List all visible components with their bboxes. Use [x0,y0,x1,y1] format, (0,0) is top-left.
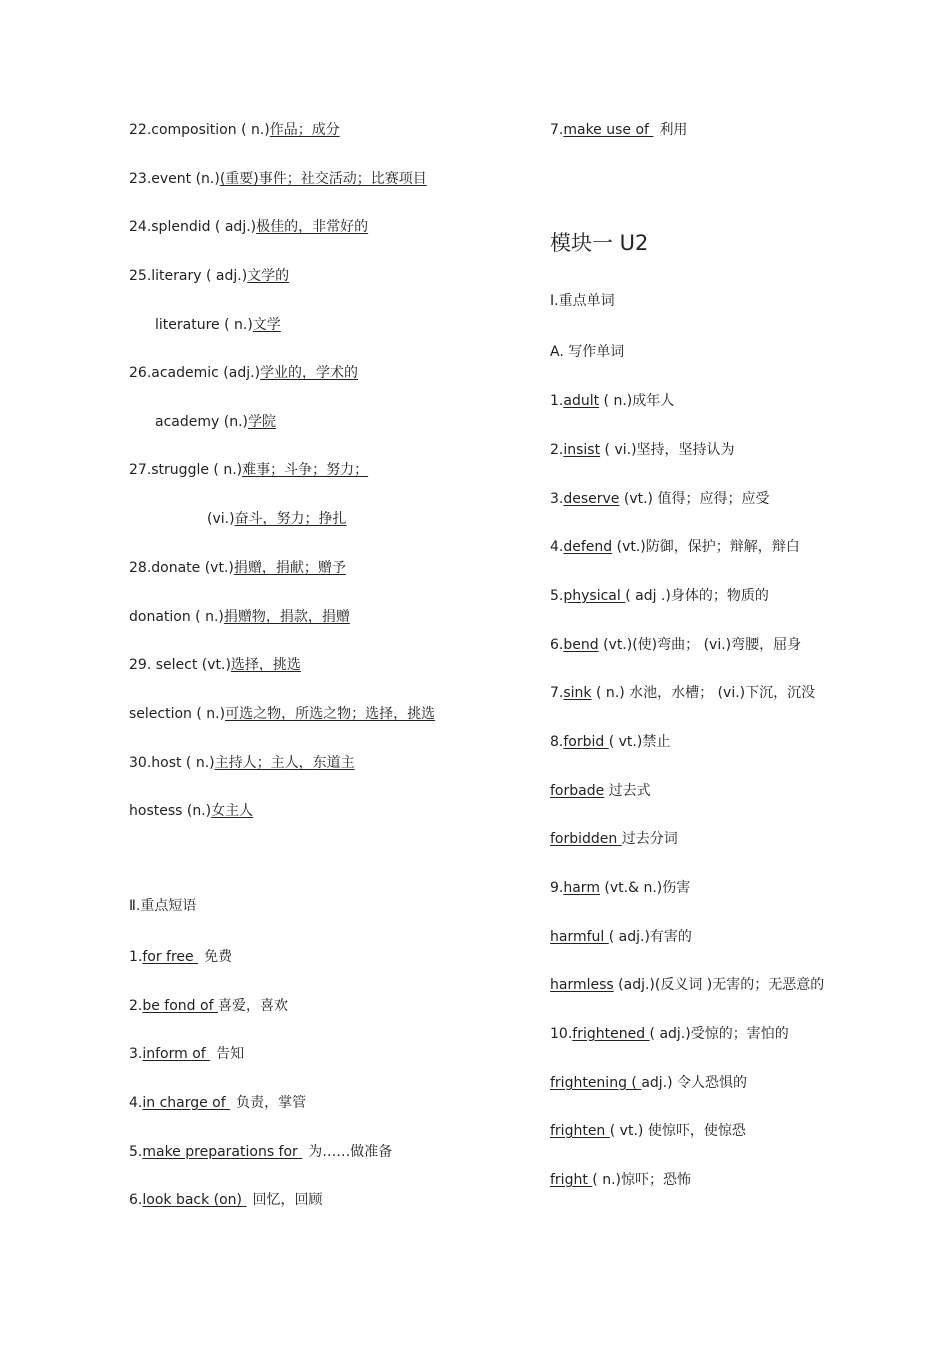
entry-answer: sink [563,685,592,701]
vocab-entry [550,636,801,654]
entry-meaning: (adj.)(反义词 )无害的；无恶意的 [613,977,825,993]
entry-answer: 难事；斗争；努力； [242,462,369,478]
entry-answer: bend [563,637,599,653]
phrase-answer: inform of [142,1046,211,1062]
entry-meaning: ( vi.)坚持，坚持认为 [600,442,735,458]
entry-word: hostess (n.) [129,803,212,819]
entry-meaning: ( vt.) 使惊吓，使惊恐 [609,1123,746,1139]
phrase-meaning: 负责，掌管 [236,1095,307,1111]
entry-answer: deserve [563,491,620,507]
vocab-entry [550,928,692,946]
vocab-entry [129,170,427,188]
entry-number: 3. [550,491,564,507]
entry-answer: 文学 [252,317,281,333]
entry-meaning: ( n.) 水池，水槽； (vi.)下沉，沉没 [591,685,816,701]
vocab-entry [129,461,368,479]
vocab-entry [129,705,435,723]
entry-answer: 捐赠，捐献；赠予 [233,560,346,576]
entry-answer: adult [563,393,600,409]
vocab-entry [550,733,670,751]
vocab-entry [550,976,824,994]
entry-answer: forbid [563,734,609,750]
vocab-entry [207,510,347,528]
entry-word: 27.struggle ( n.) [129,462,243,478]
module-title: 模块一 U2 [550,231,649,255]
phrase-number: 7. [550,122,564,138]
entry-meaning: ( vt.)禁止 [608,734,671,750]
entry-answer: 学院 [247,414,276,430]
vocab-entry [550,830,678,848]
entry-word: 23.event (n.) [129,171,220,187]
phrase-meaning: 利用 [659,122,688,138]
vocab-entry [550,782,651,800]
entry-answer: insist [563,442,601,458]
entry-number: 6. [550,637,564,653]
entry-answer: 学业的，学术的 [260,365,359,381]
phrase-meaning: 免费 [204,949,233,965]
entry-answer: forbidden [550,831,622,847]
vocab-entry [550,441,735,459]
entry-word: 28.donate (vt.) [129,560,234,576]
vocab-entry [550,587,769,605]
entry-answer: 奋斗，努力；挣扎 [234,511,347,527]
phrase-answer: in charge of [142,1095,231,1111]
vocab-entry [550,1025,789,1043]
phrase-number: 4. [129,1095,143,1111]
phrase-meaning: 告知 [216,1046,245,1062]
entry-word: selection ( n.) [129,706,226,722]
entry-answer: defend [563,539,613,555]
entry-answer: fright [550,1172,593,1188]
entry-word: donation ( n.) [129,609,224,625]
subsection-title: A. 写作单词 [550,344,625,360]
entry-meaning: (vt.)(使)弯曲； (vi.)弯腰，屈身 [598,637,802,653]
entry-answer: 可选之物，所选之物；选择，挑选 [225,706,436,722]
entry-meaning: ( adj.)受惊的；害怕的 [649,1026,789,1042]
entry-answer: 主持人；主人，东道主 [214,755,355,771]
entry-answer: 作品；成分 [269,122,340,138]
entry-word: 30.host ( n.) [129,755,215,771]
phrase-number: 3. [129,1046,143,1062]
entry-number: 9. [550,880,564,896]
phrase-meaning: 回忆，回顾 [252,1192,323,1208]
phrase-number: 2. [129,998,143,1014]
entry-meaning: adj.) 令人恐惧的 [641,1075,748,1091]
phrase-entry [129,997,288,1015]
phrase-entry [129,1094,306,1112]
phrase-number: 5. [129,1144,143,1160]
vocab-entry [155,413,276,431]
vocab-entry [129,364,358,382]
section-title-words: Ⅰ.重点单词 [550,293,615,309]
entry-word: 25.literary ( adj.) [129,268,248,284]
entry-meaning: (vt.) 值得；应得；应受 [619,491,770,507]
entry-word: 26.academic (adj.) [129,365,261,381]
entry-word: 29. select (vt.) [129,657,231,673]
vocab-entry [550,879,690,897]
phrase-answer: be fond of [142,998,218,1014]
phrase-meaning: 喜爱，喜欢 [217,998,288,1014]
vocab-entry [550,684,815,702]
section-title-phrases: Ⅱ.重点短语 [129,898,197,914]
entry-answer: forbade [550,783,605,799]
phrase-entry [129,948,232,966]
entry-answer: frightening ( [550,1075,642,1091]
entry-number: 8. [550,734,564,750]
entry-meaning: 过去式 [604,783,651,799]
vocab-entry [129,656,301,674]
phrase-number: 1. [129,949,143,965]
entry-number: 4. [550,539,564,555]
phrase-answer: for free [142,949,199,965]
entry-answer: physical [563,588,626,604]
vocab-entry [129,802,253,820]
vocab-entry [155,316,281,334]
entry-answer: harm [563,880,600,896]
entry-answer: 女主人 [211,803,254,819]
entry-answer: frightened [572,1026,650,1042]
phrase-entry [129,1191,322,1209]
entry-meaning: 过去分词 [621,831,678,847]
entry-meaning: ( n.)惊吓；恐怖 [592,1172,691,1188]
entry-word: academy (n.) [155,414,248,430]
entry-answer: 文学的 [247,268,290,284]
vocab-entry [550,490,769,508]
entry-answer: 选择，挑选 [230,657,301,673]
entry-number: 2. [550,442,564,458]
entry-meaning: ( adj .)身体的；物质的 [625,588,769,604]
entry-number: 7. [550,685,564,701]
vocab-entry [129,754,355,772]
entry-answer: harmful [550,929,609,945]
entry-answer: 捐赠物，捐款，捐赠 [223,609,350,625]
entry-number: 1. [550,393,564,409]
entry-number: 10. [550,1026,573,1042]
vocab-entry [129,559,346,577]
entry-answer: 极佳的，非常好的 [256,219,369,235]
entry-answer: (重要)事件；社交活动；比赛项目 [219,171,427,187]
phrase-answer: make preparations for [142,1144,303,1160]
entry-meaning: (vt.& n.)伤害 [599,880,691,896]
vocab-entry [550,1074,747,1092]
phrase-answer: make use of [563,122,654,138]
phrase-entry [129,1045,244,1063]
entry-word: (vi.) [207,511,235,527]
vocab-entry [550,1122,746,1140]
phrase-meaning: 为……做准备 [308,1144,393,1160]
entry-number: 5. [550,588,564,604]
vocab-entry [129,608,350,626]
entry-answer: harmless [550,977,614,993]
entry-meaning: ( n.)成年人 [599,393,675,409]
entry-word: literature ( n.) [155,317,253,333]
entry-word: 24.splendid ( adj.) [129,219,257,235]
vocab-entry [550,392,674,410]
entry-meaning: (vt.)防御，保护；辩解，辩白 [612,539,800,555]
vocab-entry [129,267,289,285]
entry-meaning: ( adj.)有害的 [608,929,692,945]
vocab-entry [129,121,340,139]
entry-word: 22.composition ( n.) [129,122,270,138]
phrase-answer: look back (on) [142,1192,247,1208]
phrase-entry [129,1143,392,1161]
phrase-number: 6. [129,1192,143,1208]
phrase-entry [550,121,687,139]
vocab-entry [550,538,800,556]
entry-answer: frighten [550,1123,610,1139]
vocab-entry [550,1171,691,1189]
vocab-entry [129,218,368,236]
